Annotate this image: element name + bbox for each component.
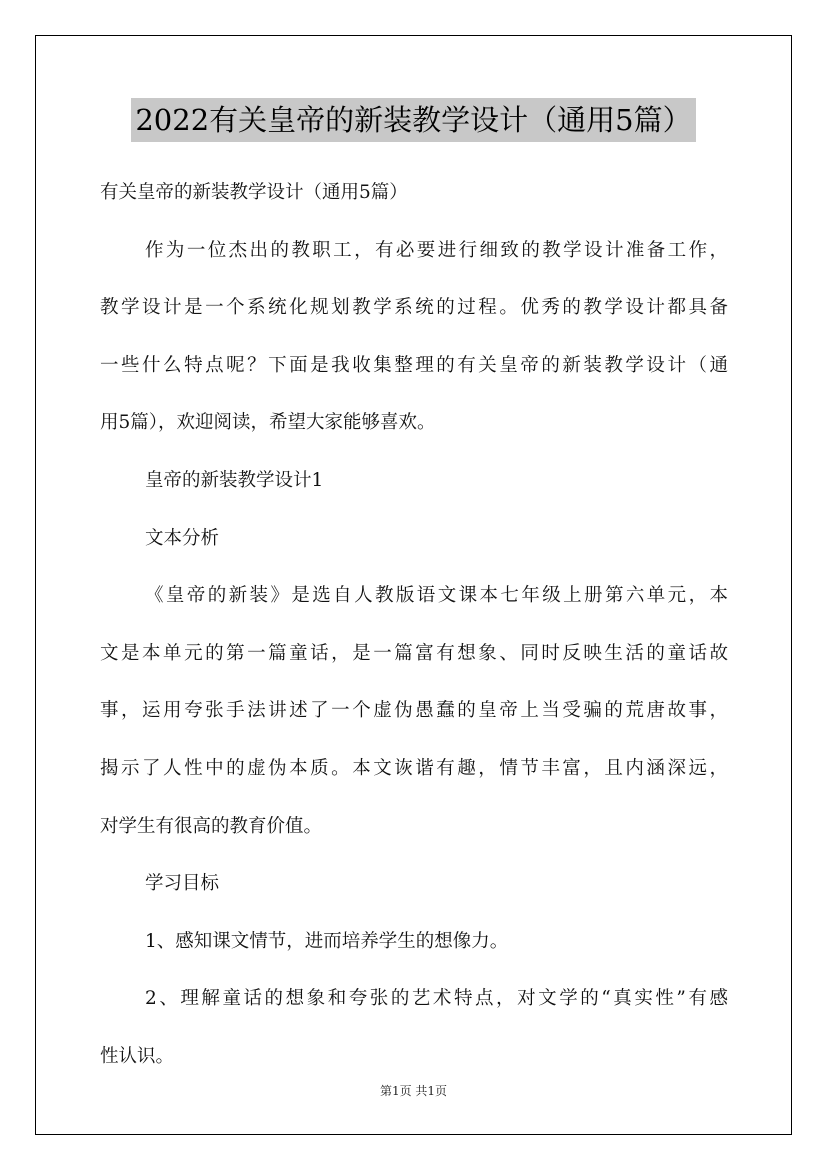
list-item: 2、理解童话的想象和夸张的艺术特点，对文学的“真实性”有感 xyxy=(145,988,728,1010)
title-container xyxy=(0,98,827,142)
paragraph-line: 事，运用夸张手法讲述了一个虚伪愚蠢的皇帝上当受骗的荒唐故事， xyxy=(100,700,728,722)
paragraph-line: 作为一位杰出的教职工，有必要进行细致的教学设计准备工作， xyxy=(145,239,728,261)
page-footer: 第1页 共1页 xyxy=(379,1084,448,1098)
list-item: 1、感知课文情节，进而培养学生的想像力。 xyxy=(145,930,509,952)
paragraph-line: 一些什么特点呢？下面是我收集整理的有关皇帝的新装教学设计（通 xyxy=(100,354,728,376)
paragraph-line: 文是本单元的第一篇童话，是一篇富有想象、同时反映生活的童话故 xyxy=(100,642,728,664)
document-title: 2022有关皇帝的新装教学设计（通用5篇） xyxy=(131,98,695,142)
section-heading: 学习目标 xyxy=(145,873,220,895)
paragraph-line: 对学生有很高的教育价值。 xyxy=(100,815,323,837)
section-heading: 皇帝的新装教学设计1 xyxy=(145,469,324,491)
paragraph-line: 用5篇），欢迎阅读，希望大家能够喜欢。 xyxy=(100,412,436,434)
document-body xyxy=(100,164,728,1086)
section-heading: 文本分析 xyxy=(145,527,220,549)
subtitle-line: 有关皇帝的新装教学设计（通用5篇） xyxy=(100,182,408,203)
list-item-continuation: 性认识。 xyxy=(100,1045,175,1067)
paragraph-line: 教学设计是一个系统化规划教学系统的过程。优秀的教学设计都具备 xyxy=(100,297,728,319)
paragraph-line: 揭示了人性中的虚伪本质。本文诙谐有趣，情节丰富，且内涵深远， xyxy=(100,757,728,779)
paragraph-line: 《皇帝的新装》是选自人教版语文课本七年级上册第六单元，本 xyxy=(145,585,728,607)
